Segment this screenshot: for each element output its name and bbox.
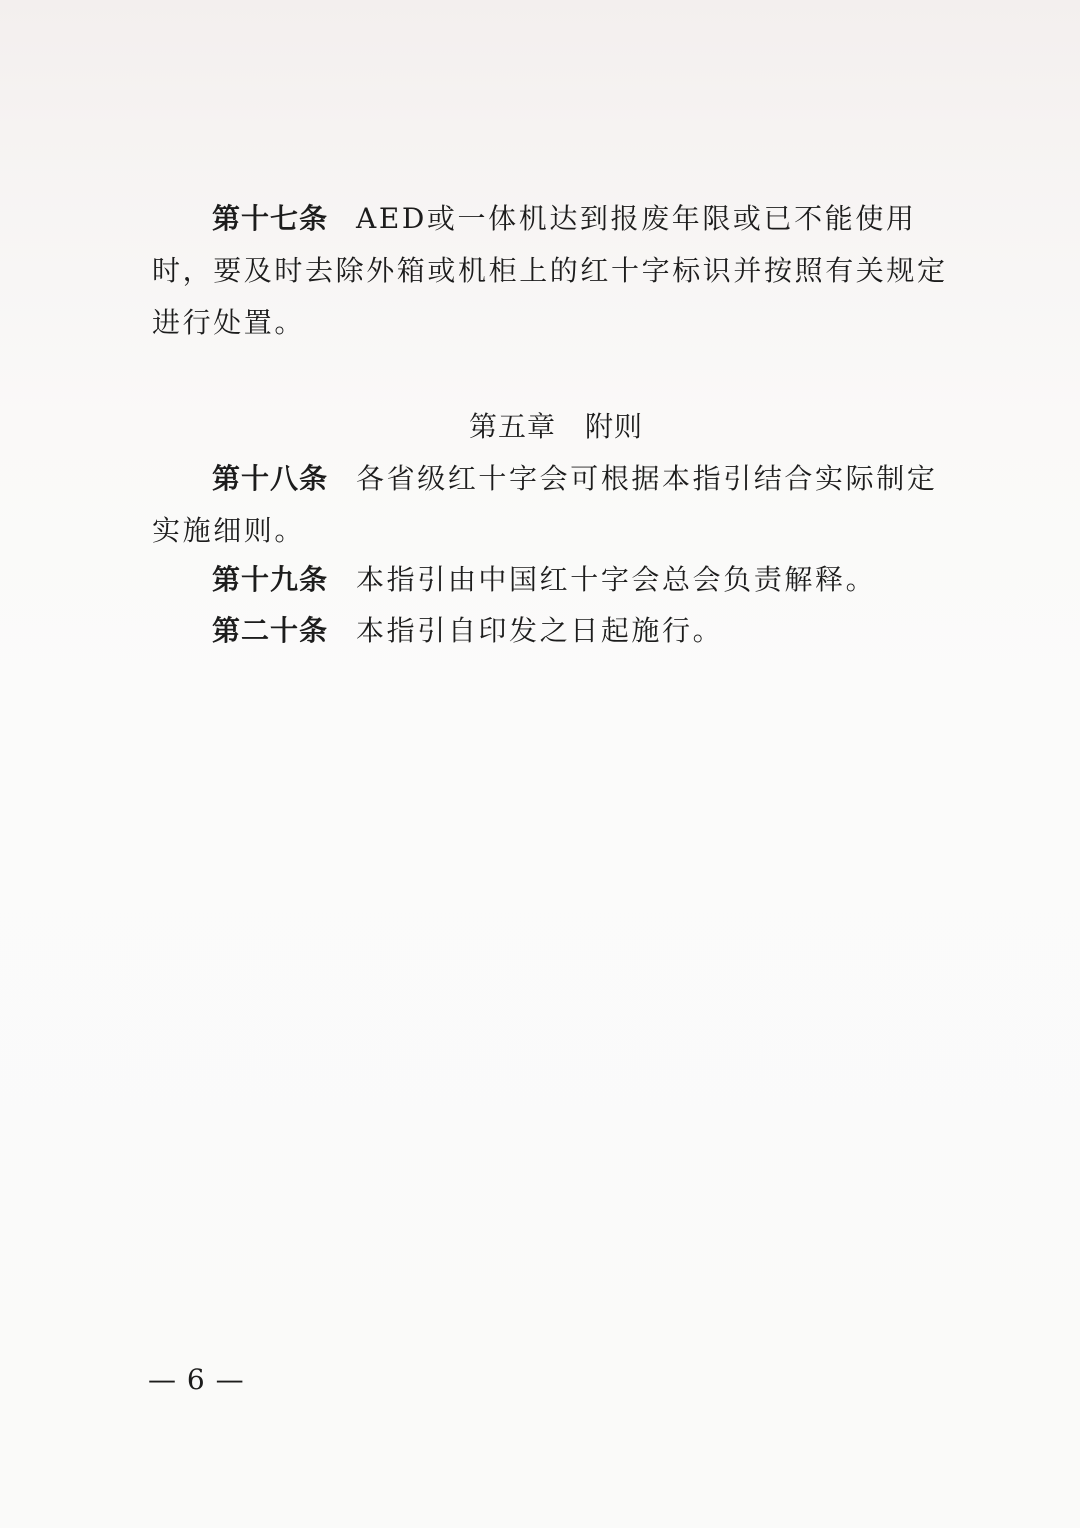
article-18-text: 各省级红十字会可根据本指引结合实际制定实施细则。 — [152, 462, 938, 547]
article-17-text: AED或一体机达到报废年限或已不能使用时，要及时去除外箱或机柜上的红十字标识并按照有关规定进行处置。 — [152, 202, 948, 339]
page-number: — 6 — — [148, 1363, 245, 1396]
article-18 — [152, 453, 967, 557]
article-17 — [152, 193, 967, 349]
article-20-text: 本指引自印发之日起施行。 — [356, 614, 724, 647]
article-17-label: 第十七条 — [212, 202, 329, 235]
article-19 — [152, 554, 967, 606]
article-19-label: 第十九条 — [212, 563, 329, 596]
article-18-label: 第十八条 — [212, 462, 329, 495]
chapter-title: 第五章 附则 — [468, 410, 643, 443]
article-19-text: 本指引由中国红十字会总会负责解释。 — [356, 563, 877, 596]
article-20-label: 第二十条 — [212, 614, 329, 647]
article-20 — [152, 605, 967, 657]
